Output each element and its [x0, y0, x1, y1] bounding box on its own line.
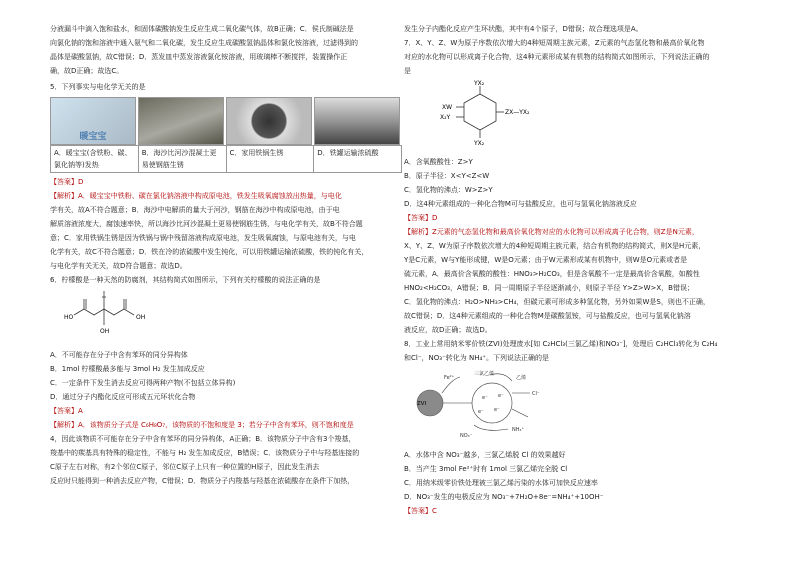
analysis-line: Y是C元素，W与Y能形成键，W是O元素；由于W元素形成某有机物中，则W是O元素或者是 [404, 256, 688, 264]
analysis-line: 液反应，故D正确；故选D。 [404, 326, 492, 334]
question-7-stem: 是 [404, 67, 411, 75]
struct-label-oh2: OH [100, 328, 110, 335]
struct7-label-x2y: X₂Y [440, 114, 451, 121]
question-7-stem: 对应的水化物可以形成离子化合物，这4种元素形成某有机物的结构简式如图所示，下列说法正确的 [404, 53, 710, 61]
left-column [50, 22, 402, 488]
question-7-stem: 7．X、Y、Z、W为原子序数依次增大的4种短周期主族元素，Z元素的气态氢化物和最高价氧化物 [404, 39, 705, 47]
struct7-label-bottom: YX₂ [474, 140, 485, 147]
struct7-label-zx: ZX—YX₂ [505, 109, 530, 116]
electron-label: e⁻ [478, 409, 484, 415]
struct-label-oh: OH [136, 314, 146, 321]
text-line: 发生分子内酯化反应产生环状酯，其中有4个原子，D错误；故合理选项是A。 [404, 25, 643, 33]
analysis-line: 硫元素，A．最高价含氧酸的酸性：HNO₃>H₂CO₃，但是含氧酸不一定是最高价含氧酸，如酸性 [404, 270, 700, 278]
q6-option-c: C．一定条件下发生消去反应可得两种产物(不包括立体异构) [50, 379, 236, 387]
question-5-stem: 5．下列事实与电化学无关的是 [50, 83, 146, 91]
sea-sand-image [138, 97, 224, 145]
analysis-line: C原子左右对称，有2个邻位C原子，邻位C原子上只有一种位置的H原子，因此发生消去 [50, 463, 320, 471]
analysis-line: 意；C．家用铁锅生锈是因为铁锅与锅中残留溶液构成原电池，发生吸氧腐蚀，与原电池有关，与电 [50, 234, 356, 242]
analysis-line: 与电化学有关无关，故D符合题意；故选D。 [50, 262, 187, 270]
analysis-line: 反应时只能得到一种消去反应产物，C错误；D．物质分子内羧基与羟基在浓硫酸存在条件下加热， [50, 477, 355, 485]
q6-option-b: B．1mol 柠檬酸最多能与 3mol H₂ 发生加成反应 [50, 365, 205, 373]
fe-label: Fe²⁺ [444, 375, 455, 381]
text-line: 确，故D正确；故选C。 [50, 67, 124, 75]
question-6-stem: 6．柠檬酸是一种天然的防腐剂，其结构简式如图所示，下列有关柠檬酸的说法正确的是 [50, 276, 321, 284]
q8-option-b: B．当产生 3mol Fe²⁺时有 1mol 三氯乙烯完全脱 Cl [404, 465, 568, 473]
q5-answer: 【答案】D [50, 178, 84, 186]
analysis-line: HNO₂<H₂CO₃，A错误；B．同一周期原子半径逐渐减小，则原子半径 Y>Z>W>X，B错误； [404, 284, 694, 292]
tank-truck-image [314, 97, 400, 145]
electron-label: e⁻ [494, 407, 500, 413]
q6-option-d: D．通过分子内酯化反应可形成五元环状化合物 [50, 393, 196, 401]
analysis-line: 【解析】Z元素的气态氢化物和最高价氧化物对应的水化物可以形成离子化合物，则Z是N元素， [404, 228, 699, 236]
hand-warmer-logo: 暖宝宝 [79, 132, 107, 142]
analysis-line: C．氢化物的沸点：H₂O>NH₃>CH₄，但碳元素可形成多种氢化物，另外如果W是S，则也不正确， [404, 298, 710, 306]
struct-label-ho: HO [64, 314, 74, 321]
iron-pan-image [226, 97, 312, 145]
analysis-line [50, 189, 402, 203]
q8-option-a: A．水体中含 NO₃⁻越多，三氯乙烯脱 Cl 的效果越好 [404, 451, 566, 459]
nitrate-label: NO₃⁻ [460, 433, 473, 439]
struct7-label-top: YX₂ [474, 80, 485, 87]
text-line: 向氯化钠的饱和溶液中通入氨气和二氧化碳，发生反应生成碳酸氢钠晶体和氯化铵溶液，过滤得到的 [50, 39, 358, 47]
q8-option-c: C．用纳米级零价铁处理被三氯乙烯污染的水体可加快反应速率 [404, 479, 598, 487]
q7-answer: 【答案】D [404, 214, 438, 222]
q5-options-table [50, 145, 402, 173]
text-line: 晶体是碳酸氢钠，故C错误；D．蒸发皿中蒸发溶液氯化铵溶液，用玻璃棒不断搅拌，装置操作正 [50, 53, 348, 61]
q7-option-d: D．这4种元素组成的一种化合物M可与盐酸反应，也可与氢氧化钠溶液反应 [404, 200, 637, 208]
analysis-line: 故C错误；D．这4种元素组成的一种化合物M是碳酸氢铵，可与盐酸反应，也可与氢氧化钠溶 [404, 312, 691, 320]
analysis-line: 【解析】A．暖宝宝中铁粉、碳在氯化钠溶液中构成原电池，铁发生吸氧腐蚀放出热量，与电化 [50, 192, 342, 200]
struct7-label-xw: XW [442, 104, 453, 111]
q6-answer: 【答案】A [50, 407, 83, 415]
tce-label: 三氯乙烯 [474, 371, 495, 377]
zvi-diagram [412, 367, 562, 441]
q7-option-a: A．含氧酸酸性：Z>Y [404, 158, 473, 166]
q5-images [50, 97, 402, 145]
electron-label: e⁻ [498, 393, 504, 399]
text-line: 分液漏斗中滴入饱和盐水，和固体碳酸钠发生反应生成二氧化碳气体，故B正确；C．侯氏制碱法是 [50, 25, 354, 33]
right-column [404, 22, 756, 518]
analysis-line: 羧基中的羰基具有特殊的稳定性，不能与 H₂ 发生加成反应，B错误；C．该物质分子中与羟基连接的 [50, 449, 360, 457]
q7-option-b: B．原子半径：X<Y<Z<W [404, 172, 490, 180]
analysis-line: 解质溶液浓度大，腐蚀速率快，所以海沙比河沙混凝土更易使钢筋生锈，与电化学有关，故B不符合题 [50, 220, 363, 228]
ethylene-label: 乙烯 [516, 375, 527, 381]
q5-option-b: B．海沙比河沙混凝土更易使钢筋生锈 [138, 146, 226, 173]
question-8-stem: 和Cl⁻，NO₃⁻转化为 NH₄⁺。下列说法正确的是 [404, 354, 550, 362]
q6-option-a: A．不可能存在分子中含有苯环的同分异构体 [50, 351, 188, 359]
q5-option-d: D．铁罐运输浓硫酸 [314, 146, 402, 173]
question-8-stem: 8．工业上常用纳米零价铁(ZVI)处理废水[如 C₂HCl₃(三氯乙烯)和NO₃⁻]，处理后 C₂HCl₃转化为 C₂H₄ [404, 340, 718, 348]
q8-answer: 【答案】C [404, 507, 437, 515]
zvi-label: ZVI [417, 401, 427, 407]
q5-option-c: C．家用铁锅生锈 [226, 146, 314, 173]
q7-structure [432, 78, 552, 150]
electron-label: e⁻ [482, 395, 488, 401]
analysis-line: 4，因此该物质不可能存在分子中含有苯环的同分异构体，A正确；B．该物质分子中含有3个羧基， [50, 435, 356, 443]
analysis-line: X、Y、Z、W为原子序数依次增大的4种短周期主族元素，结合有机物的结构简式，则X是H元素， [404, 242, 706, 250]
analysis-line: 学有关，故A不符合题意；B．海沙中电解质的量大于河沙，钢筋在海沙中构成原电池，由于电 [50, 206, 340, 214]
q5-option-a: A．暖宝宝(含铁粉、碳、氯化钠等)发热 [51, 146, 139, 173]
analysis-line: 化学有关，故C不符合题意；D．铁在冷的浓硫酸中发生钝化，可以用铁罐运输浓硫酸，铁的钝化有关， [50, 248, 369, 256]
q7-option-c: C．氢化物的沸点：W>Z>Y [404, 186, 493, 194]
ammonium-label: NH₄⁺ [512, 427, 525, 433]
cl-label: Cl⁻ [532, 391, 540, 397]
analysis-line: 【解析】A．该物质分子式是 C₆H₈O₇，该物质的不饱和度是 3；若分子中含有苯环，则不饱和度是 [50, 421, 354, 429]
hand-warmer-image [50, 97, 136, 145]
citric-acid-structure [60, 289, 180, 341]
q8-option-d: D．NO₃⁻发生的电极反应为 NO₃⁻+7H₂O+8e⁻=NH₄⁺+10OH⁻ [404, 493, 604, 501]
